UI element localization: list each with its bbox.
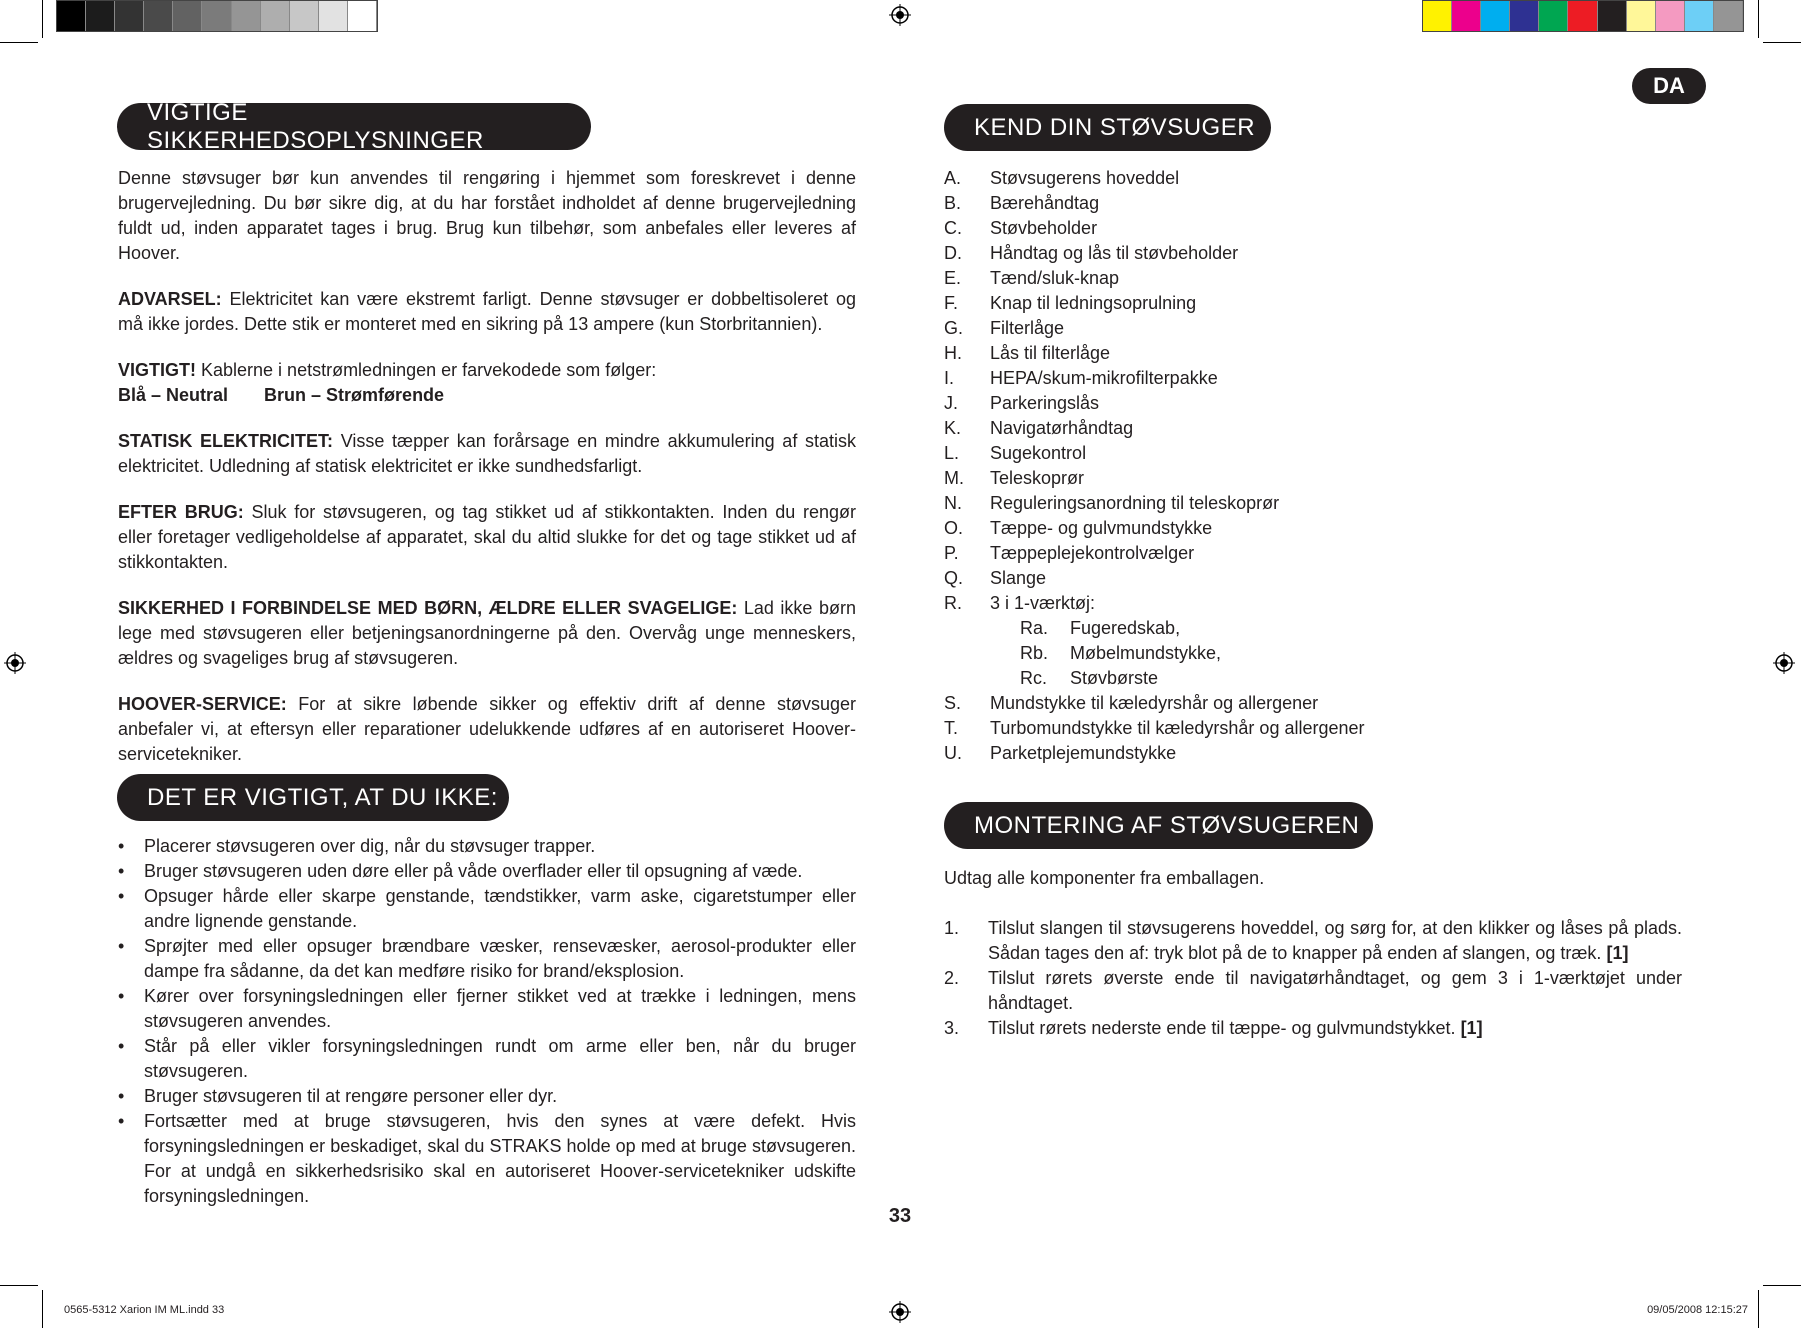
section-header-safety: VIGTIGE SIKKERHEDSOPLYSNINGER: [117, 103, 591, 150]
color-swatch: [173, 1, 202, 31]
color-swatch: [1452, 1, 1481, 31]
part-row: [944, 566, 1664, 591]
after-use-label: EFTER BRUG:: [118, 502, 244, 522]
part-letter: H.: [944, 343, 962, 363]
after-use-paragraph: [118, 500, 856, 575]
part-letter: Rc.: [1020, 668, 1047, 688]
part-letter: G.: [944, 318, 964, 338]
figure-reference: [1]: [1606, 943, 1629, 963]
safety-text-block: [118, 166, 856, 788]
part-letter: O.: [944, 518, 964, 538]
part-row: [944, 366, 1664, 391]
color-swatch: [261, 1, 290, 31]
list-item: • Kører over forsyningsledningen eller fjerner stikket ved at trække i ledningen, mens støvsugeren anvendes.: [118, 984, 856, 1034]
crop-mark: [1763, 1285, 1801, 1286]
part-row: [944, 691, 1664, 716]
part-label: Filterlåge: [990, 318, 1065, 338]
color-swatch: [57, 1, 86, 31]
color-swatch: [290, 1, 319, 31]
part-label: Tænd/sluk-knap: [990, 268, 1120, 288]
part-letter: T.: [944, 718, 959, 738]
crop-mark: [1758, 0, 1759, 38]
part-label: Støvbørste: [1070, 668, 1159, 688]
part-label: Sugekontrol: [990, 443, 1087, 463]
part-row: [944, 191, 1664, 216]
warning-label: ADVARSEL:: [118, 289, 222, 309]
crop-mark: [42, 0, 43, 38]
list-item: • Bruger støvsugeren til at rengøre personer eller dyr.: [118, 1084, 856, 1109]
part-label: Turbomundstykke til kæledyrshår og allergener: [990, 718, 1365, 738]
crop-mark: [1758, 1290, 1759, 1328]
static-paragraph: [118, 429, 856, 479]
part-letter: I.: [944, 368, 955, 388]
part-label: Støvsugerens hoveddel: [990, 168, 1180, 188]
color-swatch: [202, 1, 231, 31]
part-letter: U.: [944, 743, 962, 763]
list-item: • Placerer støvsugeren over dig, når du støvsuger trapper.: [118, 834, 856, 859]
part-label: Slange: [990, 568, 1047, 588]
color-swatch: [319, 1, 348, 31]
part-letter: C.: [944, 218, 962, 238]
part-row: [944, 266, 1664, 291]
assembly-intro: Udtag alle komponenter fra emballagen.: [944, 868, 1265, 888]
crop-mark: [0, 1285, 38, 1286]
footer-date: 09/05/2008 12:15:27: [1647, 1304, 1748, 1316]
parts-list: [944, 166, 1664, 766]
part-label: Bærehåndtag: [990, 193, 1100, 213]
part-row: [944, 716, 1664, 741]
section-header-know-your-cleaner: KEND DIN STØVSUGER: [944, 104, 1271, 151]
step-number: 3.: [944, 1018, 960, 1038]
step-text: Tilslut rørets nederste ende til tæppe- og gulvmundstykket.: [988, 1018, 1456, 1038]
section-header-assembly: MONTERING AF STØVSUGEREN: [944, 802, 1373, 849]
step-number: 1.: [944, 918, 960, 938]
sub-part-row: [944, 666, 1664, 691]
color-swatch: [1481, 1, 1510, 31]
page-number: 33: [888, 1205, 912, 1227]
step-number: 2.: [944, 968, 960, 988]
color-swatch: [1568, 1, 1597, 31]
part-row: [944, 391, 1664, 416]
part-label: Tæppe- og gulvmundstykke: [990, 518, 1213, 538]
part-letter: K.: [944, 418, 962, 438]
part-letter: P.: [944, 543, 959, 563]
crop-mark: [1763, 42, 1801, 43]
registration-mark-icon: [889, 1301, 911, 1323]
assembly-step: [944, 916, 1682, 966]
children-paragraph: [118, 596, 856, 671]
part-row: [944, 166, 1664, 191]
part-label: Støvbeholder: [990, 218, 1098, 238]
static-label: STATISK ELEKTRICITET:: [118, 431, 334, 451]
part-label: Parketplejemundstykke: [990, 743, 1177, 763]
part-row: [944, 741, 1664, 766]
part-letter: B.: [944, 193, 962, 213]
language-badge: DA: [1632, 68, 1706, 104]
part-letter: M.: [944, 468, 964, 488]
warning-text: Elektricitet kan være ekstremt farligt. Denne støvsuger er dobbeltisoleret og må ikke jordes. Dette stik er monteret med en sikring på 13 ampere (kun Storbritannien).: [118, 289, 856, 334]
part-label: Mundstykke til kæledyrshår og allergener: [990, 693, 1319, 713]
part-letter: R.: [944, 593, 962, 613]
color-swatch: [1539, 1, 1568, 31]
step-text: Tilslut rørets øverste ende til navigatørhåndtaget, og gem 3 i 1-værktøjet under håndtaget.: [988, 968, 1682, 1013]
color-swatch: [144, 1, 173, 31]
part-label: Møbelmundstykke,: [1070, 643, 1222, 663]
part-label: Håndtag og lås til støvbeholder: [990, 243, 1239, 263]
list-item: • Står på eller vikler forsyningsledningen rundt om arme eller ben, når du bruger støvsugeren.: [118, 1034, 856, 1084]
color-swatch: [348, 1, 377, 31]
color-swatch: [1598, 1, 1627, 31]
part-row: [944, 216, 1664, 241]
list-item: • Fortsætter med at bruge støvsugeren, hvis den synes at være defekt. Hvis forsyningsledningen er beskadiget, skal du STRAKS holde op med at bruge støvsugeren. For at undgå en sikkerhedsrisiko skal en autoriseret Hoover-servicetekniker udskifte forsyningsledningen.: [118, 1109, 856, 1209]
static-text: Visse tæpper kan forårsage en mindre akkumulering af statisk elektricitet. Udledning af statisk elektricitet er ikke sundhedsfarligt.: [118, 431, 857, 476]
part-letter: J.: [944, 393, 959, 413]
children-label: SIKKERHED I FORBINDELSE MED BØRN, ÆLDRE ELLER SVAGELIGE:: [118, 598, 738, 618]
safety-intro: Denne støvsuger bør kun anvendes til rengøring i hjemmet som foreskrevet i denne brugervejledning. Du bør sikre dig, at du har forstået indholdet af denne brugervejledning fuldt ud, inden apparatet tages i brug. Brug kun tilbehør, som anbefales eller leveres af Hoover.: [118, 168, 856, 263]
part-row: [944, 316, 1664, 341]
section-header-do-not: DET ER VIGTIGT, AT DU IKKE:: [117, 774, 509, 821]
children-text: Lad ikke børn lege med støvsugeren eller betjeningsanordningerne på den. Overvåg unge menneskers, ældres og svageliges brug af støvsugeren.: [118, 598, 856, 668]
part-row: [944, 291, 1664, 316]
color-swatch: [115, 1, 144, 31]
sub-part-row: [944, 641, 1664, 666]
part-letter: A.: [944, 168, 962, 188]
part-row: [944, 241, 1664, 266]
step-text-wrap: [988, 1016, 1483, 1041]
part-label: Knap til ledningsoprulning: [990, 293, 1197, 313]
crop-mark: [42, 1290, 43, 1328]
part-label: Reguleringsanordning til teleskoprør: [990, 493, 1280, 513]
do-not-list: [118, 834, 856, 1209]
part-row: [944, 441, 1664, 466]
part-label: Parkeringslås: [990, 393, 1100, 413]
important-paragraph: [118, 358, 856, 408]
registration-mark-icon: [4, 652, 26, 674]
registration-mark-icon: [1773, 652, 1795, 674]
part-letter: Rb.: [1020, 643, 1049, 663]
part-letter: E.: [944, 268, 962, 288]
color-swatch: [1627, 1, 1656, 31]
sub-part-row: [944, 616, 1664, 641]
part-label: Navigatørhåndtag: [990, 418, 1134, 438]
part-row: [944, 591, 1664, 616]
part-label: HEPA/skum-mikrofilterpakke: [990, 368, 1218, 388]
color-swatch: [232, 1, 261, 31]
color-swatch: [1685, 1, 1714, 31]
color-swatch: [1510, 1, 1539, 31]
part-row: [944, 466, 1664, 491]
assembly-step: [944, 966, 1682, 1016]
warning-paragraph: [118, 287, 856, 337]
part-row: [944, 516, 1664, 541]
step-text-wrap: [988, 916, 1682, 966]
part-label: Tæppeplejekontrolvælger: [990, 543, 1195, 563]
part-letter: L.: [944, 443, 960, 463]
wire-brown: Brun – Strømførende: [264, 385, 445, 405]
part-letter: S.: [944, 693, 962, 713]
crop-mark: [0, 42, 38, 43]
gray-color-bar: [56, 0, 378, 32]
part-row: [944, 541, 1664, 566]
part-letter: N.: [944, 493, 962, 513]
color-bar: [1422, 0, 1744, 32]
list-item: • Bruger støvsugeren uden døre eller på våde overflader eller til opsugning af væde.: [118, 859, 856, 884]
color-swatch: [1423, 1, 1452, 31]
wire-blue: Blå – Neutral: [118, 385, 229, 405]
part-label: 3 i 1-værktøj:: [990, 593, 1096, 613]
figure-reference: [1]: [1460, 1018, 1483, 1038]
part-label: Lås til filterlåge: [990, 343, 1111, 363]
service-paragraph: [118, 692, 856, 767]
part-letter: Q.: [944, 568, 964, 588]
do-not-list-block: [118, 834, 856, 1209]
registration-mark-icon: [889, 4, 911, 26]
color-swatch: [1656, 1, 1685, 31]
after-use-text: Sluk for støvsugeren, og tag stikket ud af stikkontakten. Inden du rengør eller foretager vedligeholdelse af apparatet, skal du altid slukke for det og tage stikket ud af stikkontakten.: [118, 502, 856, 572]
assembly-steps: [944, 916, 1682, 1041]
list-item: • Opsuger hårde eller skarpe genstande, tændstikker, varm aske, cigaretstumper eller andre lignende genstande.: [118, 884, 856, 934]
part-letter: F.: [944, 293, 959, 313]
part-label: Fugeredskab,: [1070, 618, 1181, 638]
list-item: • Sprøjter med eller opsuger brændbare væsker, rensevæsker, aerosol-produkter eller dampe fra sådanne, da det kan medføre risiko for brand/eksplosion.: [118, 934, 856, 984]
service-label: HOOVER-SERVICE:: [118, 694, 287, 714]
important-text: Kablerne i netstrømledningen er farvekodede som følger:: [196, 360, 657, 380]
step-text: Tilslut slangen til støvsugerens hoveddel, og sørg for, at den klikker og låses på plads. Sådan tages den af: tryk blot på de to knapper på enden af slangen, og træk.: [988, 918, 1682, 963]
step-text-wrap: [988, 966, 1682, 1016]
part-label: Teleskoprør: [990, 468, 1085, 488]
important-label: VIGTIGT!: [118, 360, 196, 380]
assembly-step: [944, 1016, 1682, 1041]
color-swatch: [1714, 1, 1743, 31]
service-text: For at sikre løbende sikker og effektiv drift af denne støvsuger anbefaler vi, at eftersyn eller reparationer udelukkende udføres af en autoriseret Hoover-servicetekniker.: [118, 694, 856, 764]
part-row: [944, 341, 1664, 366]
color-swatch: [86, 1, 115, 31]
part-letter: Ra.: [1020, 618, 1049, 638]
footer-file-name: 0565-5312 Xarion IM ML.indd 33: [64, 1304, 225, 1316]
part-row: [944, 416, 1664, 441]
part-letter: D.: [944, 243, 962, 263]
part-row: [944, 491, 1664, 516]
